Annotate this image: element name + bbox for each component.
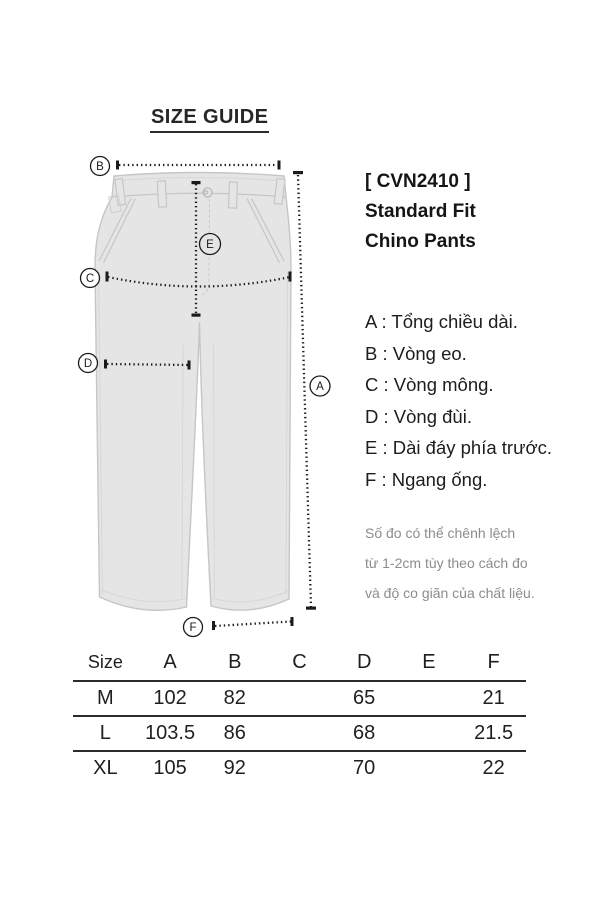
cell-e (397, 716, 462, 751)
col-header-c: C (267, 645, 332, 681)
cell-d: 65 (332, 681, 397, 716)
cell-c (267, 681, 332, 716)
marker-c-label: C (85, 273, 95, 285)
cell-size: L (73, 716, 138, 751)
tolerance-note (365, 518, 535, 608)
product-code: [ CVN2410 ] (365, 171, 471, 192)
legend-item-e: E : Dài đáy phía trước. (365, 437, 552, 458)
col-header-a: A (138, 645, 203, 681)
table-row-m (73, 681, 526, 716)
pants-outline (95, 173, 291, 611)
product-fit: Standard Fit (365, 201, 476, 222)
cell-e (397, 751, 462, 785)
marker-b-label: B (96, 161, 104, 173)
col-header-b: B (202, 645, 267, 681)
measure-line-f (215, 622, 291, 627)
cell-size: XL (93, 757, 118, 779)
legend-item-c: C : Vòng mông. (365, 374, 494, 395)
legend-item-d: D : Vòng đùi. (365, 405, 472, 427)
table-row-l (73, 716, 526, 751)
note-line-1: Số đo có thể chênh lệch (365, 525, 516, 541)
page-title: SIZE GUIDE (150, 106, 269, 133)
product-info (365, 167, 476, 257)
cell-b: 82 (202, 681, 267, 716)
cell-b: 92 (223, 757, 246, 779)
cell-c (267, 716, 332, 751)
col-header-f: F (461, 645, 526, 681)
product-name: Chino Pants (365, 231, 476, 252)
measurement-legend (365, 306, 552, 495)
size-table (73, 645, 526, 785)
col-header-e: E (397, 645, 462, 681)
cell-a: 105 (153, 757, 187, 779)
pants-measurement-diagram (70, 150, 345, 650)
legend-item-b: B : Vòng eo. (365, 342, 467, 364)
col-header-size: Size (73, 645, 138, 681)
note-line-2: từ 1-2cm tùy theo cách đo (365, 555, 528, 571)
pants-illustration (95, 173, 291, 611)
marker-f-label: F (189, 622, 197, 634)
cell-f: 22 (482, 757, 505, 779)
note-line-3: và độ co giãn của chất liệu. (365, 585, 535, 601)
size-table-header-row (73, 645, 526, 681)
cell-d: 68 (332, 716, 397, 751)
cell-a: 102 (138, 681, 203, 716)
cell-b: 86 (202, 716, 267, 751)
size-table-container (73, 645, 526, 785)
cell-a: 103.5 (138, 716, 203, 751)
measure-line-a (298, 175, 311, 607)
cell-d: 70 (353, 757, 376, 779)
table-row-xl (73, 751, 526, 785)
cell-e (397, 681, 462, 716)
marker-a-label: A (316, 381, 324, 393)
legend-item-f: F : Ngang ống. (365, 468, 488, 490)
cell-size: M (73, 681, 138, 716)
marker-d-label: D (83, 358, 93, 370)
cell-c (267, 751, 332, 785)
legend-item-a: A : Tổng chiều dài. (365, 311, 518, 332)
cell-f: 21.5 (461, 716, 526, 751)
marker-e-label: E (206, 239, 214, 251)
cell-f: 21 (461, 681, 526, 716)
col-header-d: D (332, 645, 397, 681)
